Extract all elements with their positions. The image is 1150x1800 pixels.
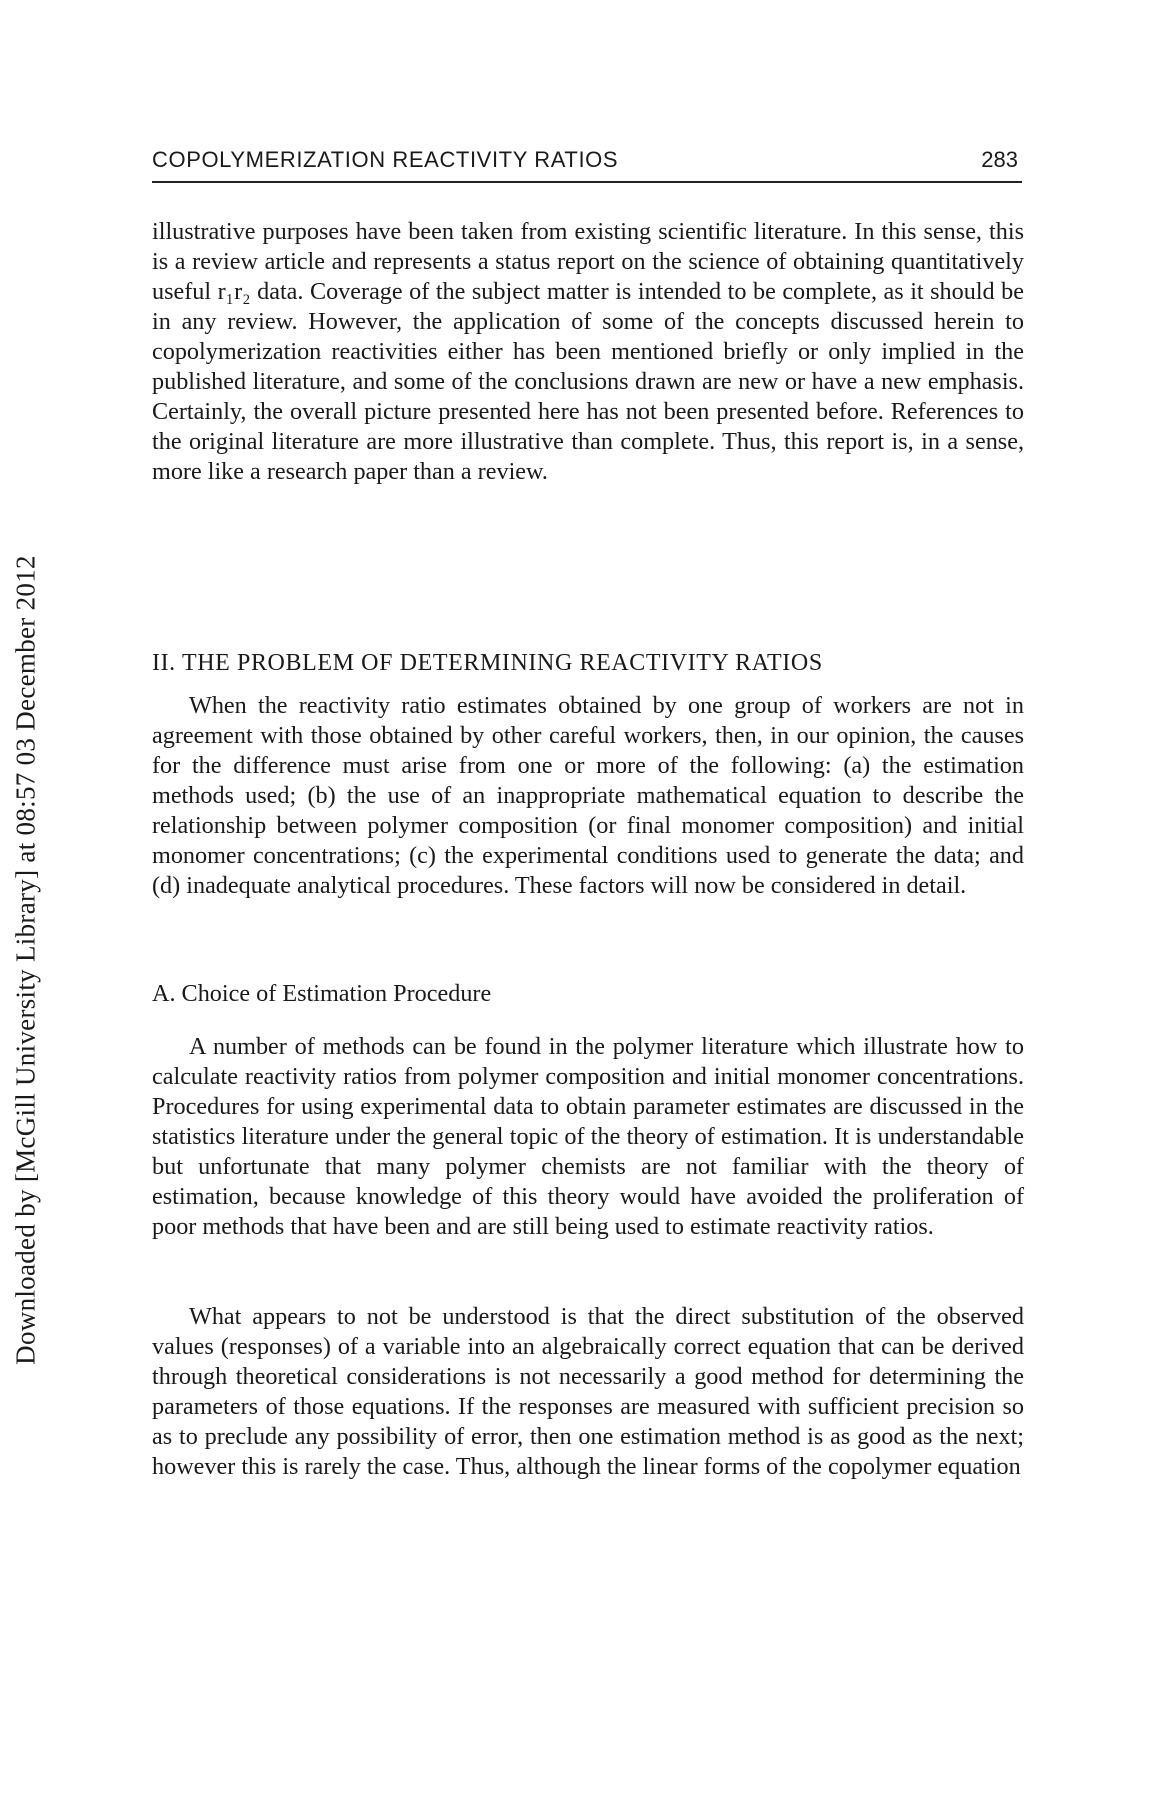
download-watermark-text: Downloaded by [McGill University Library] at 08:57 03 December 2012 xyxy=(10,555,41,1365)
section-heading: II. THE PROBLEM OF DETERMINING REACTIVITY RATIOS xyxy=(152,650,823,676)
substitution-paragraph xyxy=(152,1302,1024,1482)
subsection-heading: A. Choice of Estimation Procedure xyxy=(152,980,492,1007)
intro-continuation-paragraph xyxy=(152,217,1024,487)
running-title: COPOLYMERIZATION REACTIVITY RATIOS xyxy=(152,147,619,172)
page-number: 283 xyxy=(981,147,1018,172)
estimation-methods-paragraph xyxy=(152,1032,1024,1242)
running-header xyxy=(152,145,1022,183)
paragraph-text: A number of methods can be found in the polymer literature which illustrate how to calculate reactivity ratios from polymer composition and initial monomer concentrations. Procedures for using experimental data to obtain parameter estimates are discussed in the statistics literature under the general topic of the theory of estimation. It is understandable but unfortunate that many polymer chemists are not familiar with the theory of estimation, because knowledge of this theory would have avoided the proliferation of poor methods that have been and are still being used to estimate reactivity ratios. xyxy=(152,1033,1024,1240)
paragraph-text: What appears to not be understood is that the direct substitution of the observed values (responses) of a variable into an algebraically correct equation that can be derived through theoretical considerations is not necessarily a good method for determining the parameters of those equations. If the responses are measured with sufficient precision so as to preclude any possibility of error, then one estimation method is as good as the next; however this is rarely the case. Thus, although the linear forms of the copolymer equation xyxy=(152,1303,1024,1480)
problem-paragraph xyxy=(152,691,1024,901)
paragraph-text: illustrative purposes have been taken from existing scientific literature. In this sense, this is a review article and represents a status report on the science of obtaining quantitatively useful r₁r₂ data. Coverage of the subject matter is intended to be complete, as it should be in any review. However, the application of some of the concepts discussed herein to copolymerization reactivities either has been mentioned briefly or only implied in the published literature, and some of the conclusions drawn are new or have a new emphasis. Certainly, the overall picture presented here has not been presented before. References to the original literature are more illustrative than complete. Thus, this report is, in a sense, more like a research paper than a review. xyxy=(152,218,1024,485)
paragraph-text: When the reactivity ratio estimates obtained by one group of workers are not in agreement with those obtained by other careful workers, then, in our opinion, the causes for the difference must arise from one or more of the following: (a) the estimation methods used; (b) the use of an inappropriate mathematical equation to describe the relationship between polymer composition (or final monomer composition) and initial monomer concentrations; (c) the experimental conditions used to generate the data; and (d) inadequate analytical procedures. These factors will now be considered in detail. xyxy=(152,692,1024,899)
